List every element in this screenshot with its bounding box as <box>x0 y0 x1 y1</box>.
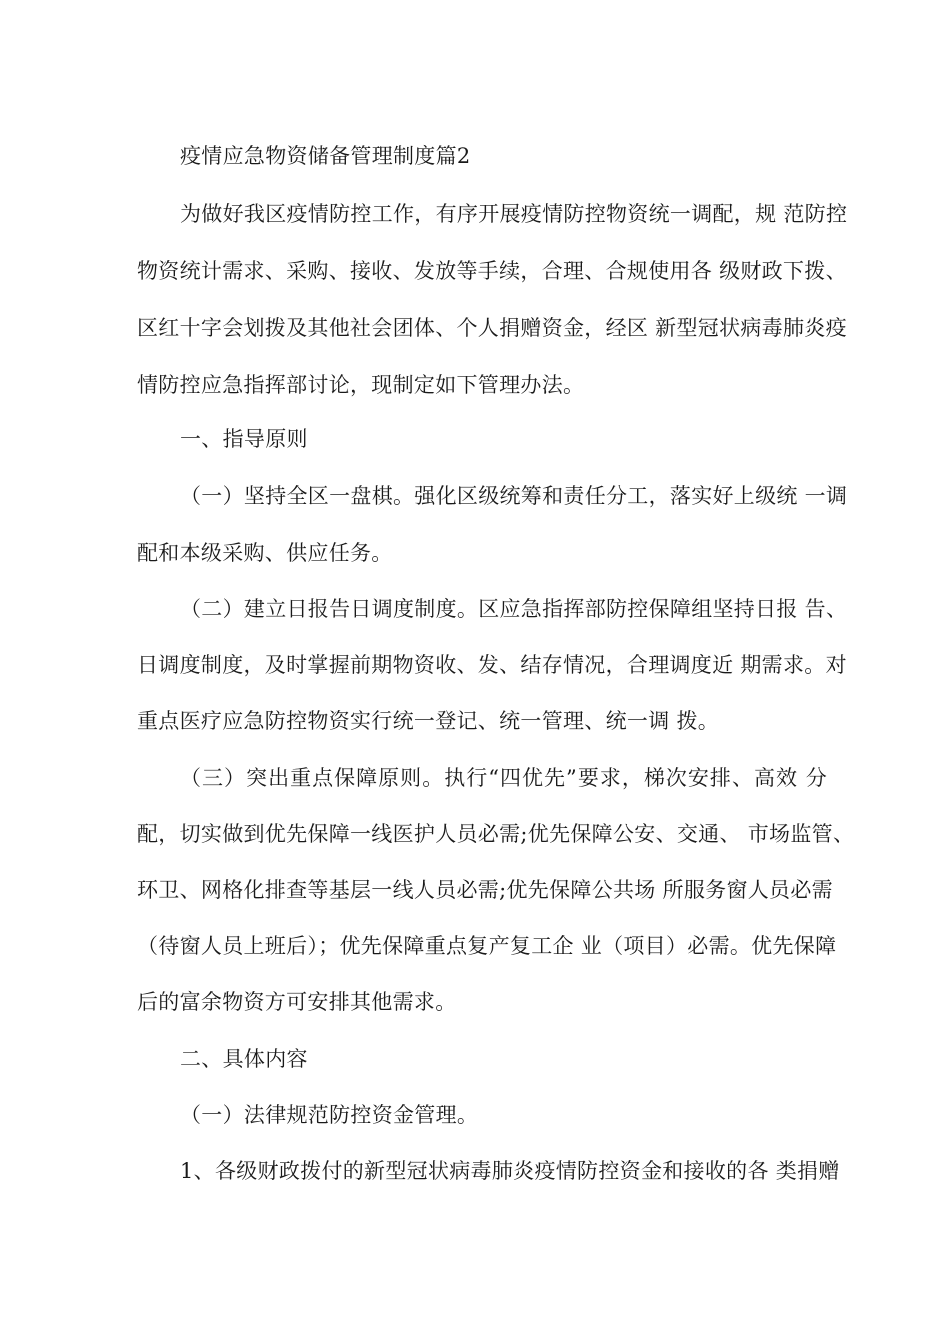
document-title: 疫情应急物资储备管理制度篇2 <box>180 144 471 168</box>
item-3-line-4: （待窗人员上班后）；优先保障重点复产复工企 业（项目）必需。优先保障 <box>137 934 837 958</box>
item-3-line-3: 环卫、网格化排查等基层一线人员必需;优先保障公共场 所服务窗人员必需 <box>137 878 833 902</box>
item-5-line-1: 1、各级财政拨付的新型冠状病毒肺炎疫情防控资金和接收的各 类捐赠 <box>180 1159 840 1183</box>
intro-line-2: 物资统计需求、采购、接收、发放等手续，合理、合规使用各 级财政下拨、 <box>137 259 847 283</box>
item-1-line-1: （一）坚持全区一盘棋。强化区级统筹和责任分工，落实好上级统 一调 <box>180 484 848 508</box>
intro-line-3: 区红十字会划拨及其他社会团体、个人捐赠资金，经区 新型冠状病毒肺炎疫 <box>137 316 847 340</box>
section-heading-guiding-principles: 一、指导原则 <box>180 427 308 451</box>
item-3-line-5: 后的富余物资方可安排其他需求。 <box>137 990 457 1014</box>
intro-line-4: 情防控应急指挥部讨论，现制定如下管理办法。 <box>137 373 585 397</box>
intro-line-1: 为做好我区疫情防控工作，有序开展疫情防控物资统一调配，规 范防控 <box>180 202 848 226</box>
section-heading-specific-content: 二、具体内容 <box>180 1047 308 1071</box>
item-3-line-2: 配，切实做到优先保障一线医护人员必需;优先保障公安、交通、 市场监管、 <box>137 822 855 846</box>
item-3-line-1: （三）突出重点保障原则。执行“四优先”要求，梯次安排、高效 分 <box>180 766 827 790</box>
item-1-line-2: 配和本级采购、供应任务。 <box>137 541 393 565</box>
item-2-line-1: （二）建立日报告日调度制度。区应急指挥部防控保障组坚持日报 告、 <box>180 597 848 621</box>
item-2-line-2: 日调度制度，及时掌握前期物资收、发、结存情况，合理调度近 期需求。对 <box>137 653 847 677</box>
item-2-line-3: 重点医疗应急防控物资实行统一登记、统一管理、统一调 拨。 <box>137 709 720 733</box>
item-4-line-1: （一）法律规范防控资金管理。 <box>180 1103 479 1127</box>
